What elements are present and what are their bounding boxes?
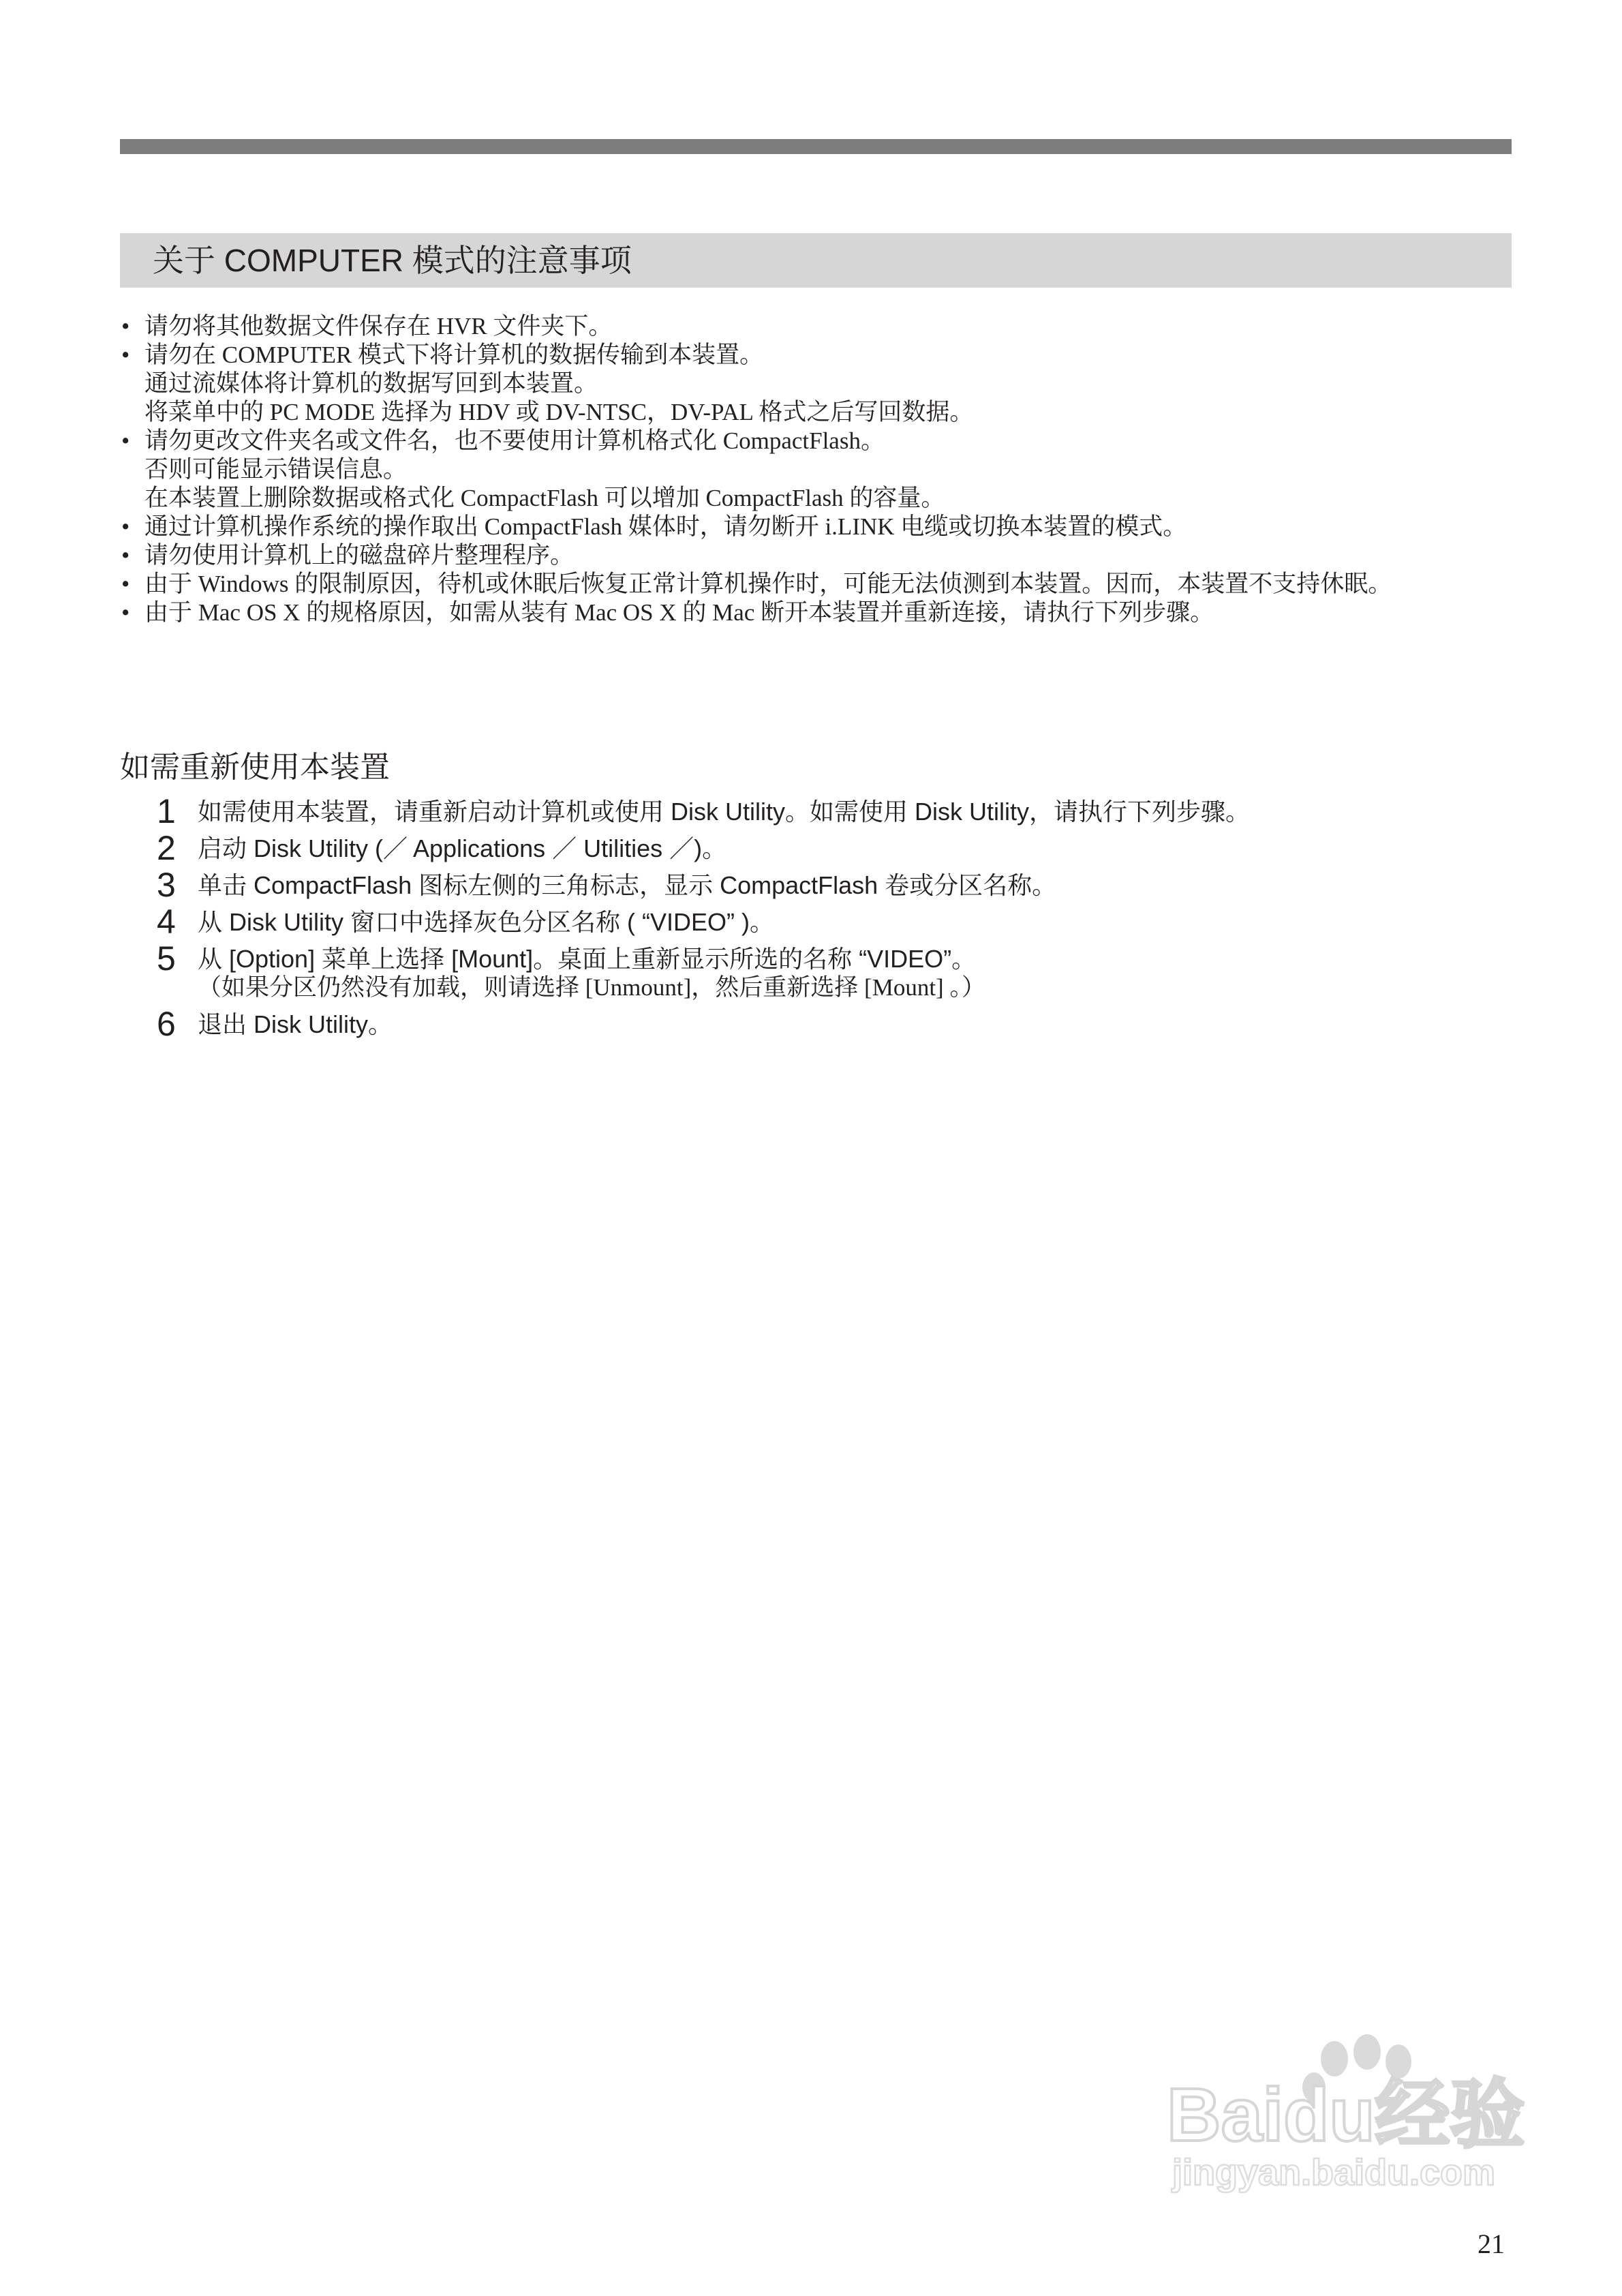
note-item [120,541,1537,570]
note-text: 由于 Windows 的限制原因，待机或休眠后恢复正常计算机操作时，可能无法侦测到本装置。因而，本装置不支持休眠。 [144,571,1392,597]
reuse-steps-list [157,794,1452,1043]
step-item [157,1006,1452,1043]
note-continuation: 将菜单中的 PC MODE 选择为 HDV 或 DV-NTSC，DV-PAL 格式之后写回数据。 [144,399,974,425]
section-title: 关于 COMPUTER 模式的注意事项 [153,243,632,278]
step-number: 4 [157,903,176,941]
step-text: 退出 Disk Utility。 [198,1010,393,1038]
step-number: 1 [157,792,176,830]
note-item [120,599,1537,627]
step-text: 从 [Option] 菜单上选择 [Mount]。桌面上重新显示所选的名称 “VIDEO”。 [198,945,977,973]
note-text: 通过计算机操作系统的操作取出 CompactFlash 媒体时，请勿断开 i.LINK 电缆或切换本装置的模式。 [144,513,1187,540]
watermark-url-text: jingyan.baidu.com [1172,2152,1496,2193]
step-number: 5 [157,939,176,978]
note-text: 请勿更改文件夹名或文件名，也不要使用计算机格式化 CompactFlash。 [144,427,885,454]
step-item [157,904,1452,941]
note-continuation: 否则可能显示错误信息。 [144,456,408,483]
note-continuation: 通过流媒体将计算机的数据写回到本装置。 [144,370,598,397]
note-item [120,427,1537,513]
page-number: 21 [1478,2229,1505,2259]
note-text: 请勿使用计算机上的磁盘碎片整理程序。 [144,542,575,569]
note-continuation: 在本装置上删除数据或格式化 CompactFlash 可以增加 CompactFlash 的容量。 [144,485,945,511]
step-number: 2 [157,829,176,867]
note-text: 由于 Mac OS X 的规格原因，如需从装有 Mac OS X 的 Mac 断开本装置并重新连接，请执行下列步骤。 [144,599,1214,626]
step-item [157,941,1452,1002]
notes-list [120,312,1537,627]
step-text: 如需使用本装置，请重新启动计算机或使用 Disk Utility。如需使用 Disk Utility，请执行下列步骤。 [198,798,1250,826]
step-note: （如果分区仍然没有加载，则请选择 [Unmount]，然后重新选择 [Mount] 。） [198,974,985,1001]
step-text: 启动 Disk Utility (／ Applications ／ Utilities ／)。 [198,834,727,862]
note-text: 请勿在 COMPUTER 模式下将计算机的数据传输到本装置。 [144,342,764,368]
baidu-jingyan-watermark [1159,2031,1540,2195]
step-text: 单击 CompactFlash 图标左侧的三角标志，显示 CompactFlash 卷或分区名称。 [198,871,1057,899]
step-item [157,867,1452,904]
note-item [120,513,1537,541]
note-item [120,341,1537,427]
note-item [120,570,1537,599]
step-number: 6 [157,1005,176,1043]
step-text: 从 Disk Utility 窗口中选择灰色分区名称 ( “VIDEO” )。 [198,908,774,936]
step-number: 3 [157,866,176,904]
note-text: 请勿将其他数据文件保存在 HVR 文件夹下。 [144,313,613,339]
top-rule [120,139,1512,154]
step-item [157,794,1452,830]
watermark-logo-text: Baidu经验 [1167,2073,1525,2157]
reuse-heading: 如需重新使用本装置 [120,751,390,784]
step-item [157,830,1452,867]
note-item [120,312,1537,341]
section-header-bar [120,233,1512,288]
